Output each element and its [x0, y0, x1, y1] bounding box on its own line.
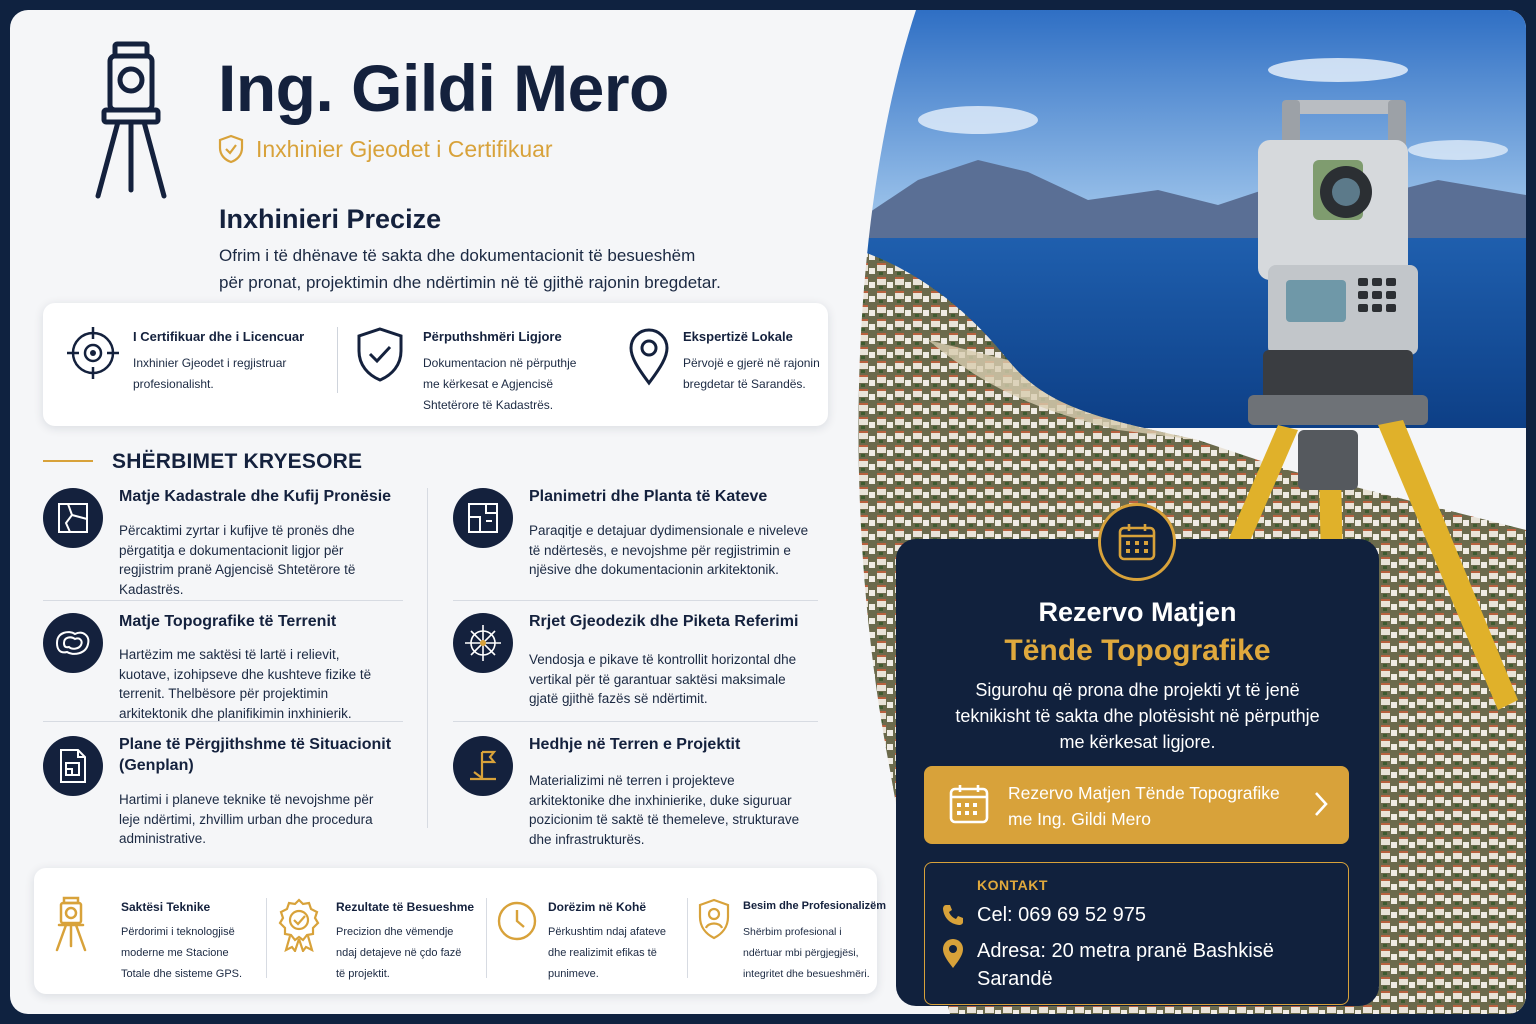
calendar-icon — [948, 782, 990, 826]
service-title: Matje Topografike të Terrenit — [119, 613, 337, 630]
subtitle — [218, 134, 553, 164]
credential-desc: Inxhinier Gjeodet i regjistruar profesionalisht. — [133, 356, 287, 391]
award-badge-icon — [278, 898, 320, 952]
contact-box — [924, 862, 1349, 1005]
service-icon-circle — [453, 488, 513, 548]
benefit-desc: Përkushtim ndaj afateve dhe realizimit efikas të punimeve. — [548, 926, 667, 980]
contour-lines-icon — [53, 626, 93, 660]
benefit-title: Besim dhe Profesionalizëm — [743, 900, 887, 912]
service-title: Rrjet Gjeodezik dhe Piketa Referimi — [529, 613, 799, 630]
service-desc: Materializimi në terren i projekteve arkitektonike dhe inxhinierike, duke siguruar pozicionim të saktë të themeleve, strukturave dhe infrastrukturës. — [529, 773, 800, 847]
benefit-desc: Precizion dhe vëmendje ndaj detajeve në çdo fazë të projektit. — [336, 926, 462, 980]
booking-subtitle: Tënde Topografike — [1004, 634, 1271, 667]
parcel-map-icon — [56, 501, 90, 535]
credential-desc: Dokumentacion në përputhje me kërkesat e Agjencisë Shtetërore të Kadastrës. — [423, 356, 577, 412]
contact-phone[interactable]: Cel: 069 69 52 975 — [977, 904, 1147, 926]
contact-heading: KONTAKT — [977, 877, 1048, 893]
benefit-on-time — [486, 868, 686, 994]
credential-desc: Përvojë e gjerë në rajonin bregdetar të Sarandës. — [683, 356, 820, 391]
shield-check-icon — [218, 134, 244, 164]
row-divider — [453, 721, 818, 722]
crosshair-icon — [65, 323, 121, 383]
service-icon-circle — [43, 613, 103, 673]
total-station-icon — [54, 896, 88, 952]
benefit-desc: Shërbim profesional i ndërtuar mbi përgjegjësi, integritet dhe besueshmëri. — [743, 926, 870, 980]
benefits-card — [34, 868, 887, 994]
row-divider — [43, 721, 403, 722]
geodetic-network-icon — [463, 623, 503, 663]
credential-local — [611, 303, 828, 426]
booking-title: Rezervo Matjen — [1038, 597, 1237, 627]
tagline: Inxhinieri Precize — [219, 204, 442, 234]
credential-title: Ekspertizë Lokale — [683, 329, 793, 344]
book-survey-label: Rezervo Matjen Tënde Topografike me Ing. Gildi Mero — [1008, 783, 1280, 829]
service-desc: Paraqitje e detajuar dydimensionale e niveleve të ndërtesës, e nevojshme për regjistrimin e njësive dhe dokumentacionin arkitektonik. — [529, 523, 809, 577]
benefit-desc: Përdorimi i teknologjisë moderne me Stacione Totale dhe sisteme GPS. — [121, 926, 243, 980]
contact-address: Adresa: 20 metra pranë Bashkisë Sarandë — [977, 940, 1274, 990]
calendar-badge — [1098, 503, 1176, 581]
service-title: Hedhje në Terren e Projektit — [529, 736, 741, 753]
credential-title: I Certifikuar dhe i Licencuar — [133, 329, 305, 344]
service-icon-circle — [453, 736, 513, 796]
phone-icon — [941, 903, 965, 927]
service-title: Plane të Përgjithshme të Situacionit (Genplan) — [119, 736, 392, 774]
intro-text — [219, 242, 779, 296]
intro-line-2: për pronat, projektimin dhe ndërtimin në të gjithë rajonin bregdetar. — [219, 273, 721, 292]
service-icon-circle — [43, 736, 103, 796]
floor-plan-icon — [466, 501, 500, 535]
services-heading: SHËRBIMET KRYESORE — [112, 450, 363, 473]
service-desc: Hartimi i planeve teknike të nevojshme për leje ndërtimi, zhvillim urban dhe procedura administrative. — [119, 792, 374, 846]
section-accent-line — [43, 460, 93, 462]
credential-certified — [43, 303, 333, 426]
engineer-name: Ing. Gildi Mero — [218, 51, 669, 125]
benefit-trust — [687, 868, 887, 994]
booking-text: Sigurohu që prona dhe projekti yt të jenë teknikisht të sakta dhe plotësisht në përputhje me kërkesat ligjore. — [955, 680, 1320, 752]
subtitle-text: Inxhinier Gjeodet i Certifikuar — [256, 135, 553, 162]
shield-check-icon — [355, 325, 405, 385]
benefit-title: Saktësi Teknike — [121, 900, 211, 914]
benefit-reliable — [266, 868, 488, 994]
tripod-logo-icon — [88, 40, 174, 200]
stakeout-flag-icon — [466, 748, 500, 784]
user-shield-icon — [697, 898, 731, 940]
clock-icon — [496, 900, 538, 942]
service-desc: Përcaktimi zyrtar i kufijve të pronës dhe përgatitja e dokumentacionit ligjor për regjistrim pranë Agjencisë Shtetërore të Kadastrës. — [119, 523, 356, 597]
booking-panel — [896, 539, 1379, 1006]
row-divider — [43, 600, 403, 601]
location-pin-icon — [941, 939, 965, 969]
intro-line-1: Ofrim i të dhënave të sakta dhe dokumentacionit të besueshëm — [219, 246, 696, 265]
credentials-card — [43, 303, 828, 426]
book-survey-button[interactable] — [924, 766, 1349, 844]
service-title: Matje Kadastrale dhe Kufij Pronësie — [119, 488, 392, 505]
calendar-icon — [1116, 521, 1158, 563]
row-divider — [453, 600, 818, 601]
location-pin-icon — [627, 327, 671, 387]
site-plan-document-icon — [57, 748, 89, 784]
chevron-right-icon — [1313, 790, 1329, 818]
service-icon-circle — [453, 613, 513, 673]
column-divider — [427, 488, 428, 828]
service-desc: Vendosja e pikave të kontrollit horizontal dhe vertikal për të garantuar saktësi maksimale gjatë gjithë fazës së ndërtimit. — [529, 652, 797, 706]
benefit-title: Rezultate të Besueshme — [336, 900, 475, 914]
service-icon-circle — [43, 488, 103, 548]
credential-title: Përputhshmëri Ligjore — [423, 329, 562, 344]
benefit-title: Dorëzim në Kohë — [548, 900, 647, 914]
service-desc: Hartëzim me saktësi të lartë i relievit, kuotave, izohipseve dhe kushteve fizike të terrenit. Thelbësore për projektimin arkitektonik dhe planifikimin inxhinierik. — [119, 647, 372, 721]
benefit-accuracy — [34, 868, 256, 994]
credential-compliance — [325, 303, 585, 426]
service-title: Planimetri dhe Planta të Kateve — [529, 488, 768, 505]
poster — [10, 10, 1526, 1014]
